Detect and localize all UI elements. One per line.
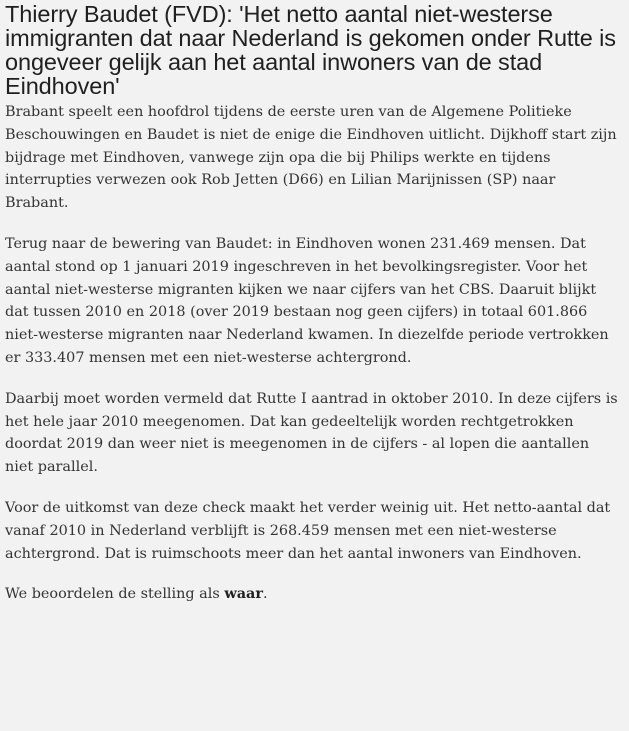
paragraph-claim-figures: Terug naar de bewering van Baudet: in Eindhoven wonen 231.469 mensen. Dat aantal stond op 1 januari 2019 ingeschreven in het bevolkingsregister. Voor het aantal niet-westerse migranten kijken we naar cijfers van het CBS. Daaruit blijkt dat tussen 2010 en 2018 (over 2019 bestaan nog geen cijfers) in totaal 601.866 niet-westerse migranten naar Nederland kwamen. In diezelfde periode vertrokken er 333.407 mensen met een niet-westerse achtergrond. xyxy=(5,235,609,366)
verdict-rating: waar xyxy=(224,585,263,603)
paragraph-conclusion: Voor de uitkomst van deze check maakt het verder weinig uit. Het netto-aantal dat vanaf 2010 in Nederland verblijft is 268.459 mensen met een niet-westerse achtergrond. Dat is ruimschoots meer dan het aantal inwoners van Eindhoven. xyxy=(5,499,611,562)
paragraph-caveat: Daarbij moet worden vermeld dat Rutte I aantrad in oktober 2010. In deze cijfers is het hele jaar 2010 meegenomen. Dat kan gedeeltelijk worden rechtgetrokken doordat 2019 dan weer niet is meegenomen in de cijfers - al lopen die aantallen niet parallel. xyxy=(5,390,618,476)
article-headline: Thierry Baudet (FVD): 'Het netto aantal niet-westerse immigranten dat naar Nederland is gekomen onder Rutte is ongeveer gelijk aan het aantal inwoners van de stad Eindhoven' xyxy=(5,1,616,99)
verdict-prefix: We beoordelen de stelling als xyxy=(5,586,225,603)
paragraph-intro: Brabant speelt een hoofdrol tijdens de eerste uren van de Algemene Politieke Beschouwingen en Baudet is niet de enige die Eindhoven uitlicht. Dijkhoff start zijn bijdrage met Eindhoven, vanwege zijn opa die bij Philips werkte en tijdens interrupties verwezen ook Rob Jetten (D66) en Lilian Marijnissen (SP) naar Brabant. xyxy=(5,104,617,212)
verdict-suffix: . xyxy=(262,586,268,603)
verdict-line xyxy=(5,583,621,606)
